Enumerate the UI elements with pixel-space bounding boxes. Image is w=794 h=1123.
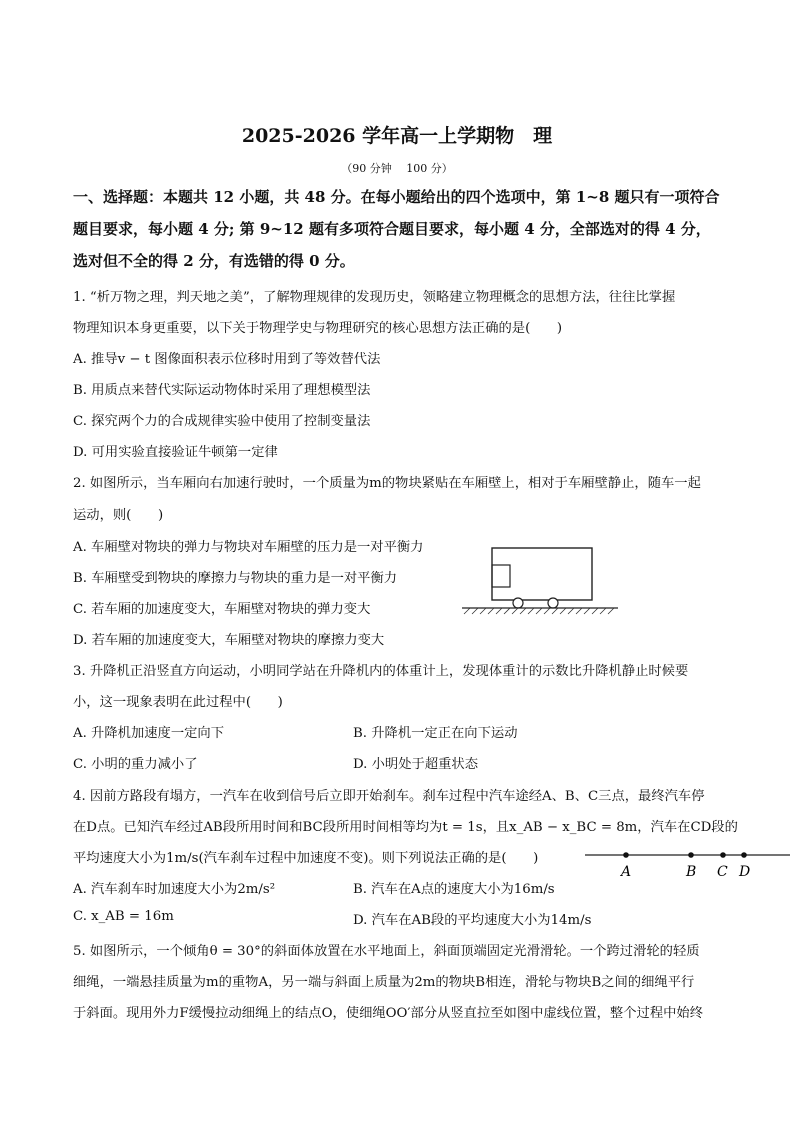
q4-option-b: B. 汽车在A点的速度大小为16m/s <box>353 882 555 897</box>
q1-option-b: B. 用质点来替代实际运动物体时采用了理想模型法 <box>73 383 371 398</box>
block-m <box>492 565 510 587</box>
point-b-dot <box>688 852 694 858</box>
q2-stem-line2: 运动，则( ) <box>73 508 164 523</box>
point-c-label: C <box>717 864 728 880</box>
point-c-dot <box>720 852 726 858</box>
exam-title: 2025-2026 学年高一上学期物 理 <box>241 125 553 147</box>
q3-option-b: B. 升降机一定正在向下运动 <box>353 726 518 741</box>
q1-option-d: D. 可用实验直接验证牛顿第一定律 <box>73 445 278 460</box>
q3-option-a: A. 升降机加速度一定向下 <box>73 726 225 741</box>
point-b-label: B <box>686 864 697 880</box>
q5-stem-line1: 5. 如图所示，一个倾角θ = 30°的斜面体放置在水平地面上，斜面顶端固定光滑滑轮。一个跨过滑轮的轻质 <box>73 944 700 959</box>
q3-stem-line1: 3. 升降机正沿竖直方向运动，小明同学站在升降机内的体重计上，发现体重计的示数比升降机静止时候要 <box>73 664 689 679</box>
q1-stem-line1: 1. “析万物之理，判天地之美”，了解物理规律的发现历史，领略建立物理概念的思想方法，往往比掌握 <box>73 290 676 305</box>
wheel-left <box>513 598 523 608</box>
q2-option-b: B. 车厢壁受到物块的摩擦力与物块的重力是一对平衡力 <box>73 571 398 586</box>
point-d-label: D <box>739 864 751 880</box>
carriage-figure <box>458 540 623 620</box>
q1-stem-line2: 物理知识本身更重要，以下关于物理学史与物理研究的核心思想方法正确的是( ) <box>73 321 563 336</box>
q4-option-d: D. 汽车在AB段的平均速度大小为14m/s <box>353 913 592 928</box>
q5-stem-line3: 于斜面。现用外力F缓慢拉动细绳上的结点O，使细绳OO′部分从竖直拉至如图中虚线位置，整个过程中始终 <box>73 1006 704 1021</box>
ground-hatching <box>464 608 614 614</box>
q1-option-c: C. 探究两个力的合成规律实验中使用了控制变量法 <box>73 414 371 429</box>
q2-option-a: A. 车厢壁对物块的弹力与物块对车厢壁的压力是一对平衡力 <box>73 540 424 555</box>
point-a-label: A <box>621 864 632 880</box>
point-a-dot <box>623 852 629 858</box>
point-d-dot <box>741 852 747 858</box>
q4-stem-line1: 4. 因前方路段有塌方，一汽车在收到信号后立即开始刹车。刹车过程中汽车途经A、B、C三点，最终汽车停 <box>73 789 705 804</box>
q2-option-c: C. 若车厢的加速度变大，车厢壁对物块的弹力变大 <box>73 602 371 617</box>
q4-stem-line2: 在D点。已知汽车经过AB段所用时间和BC段所用时间相等均为t = 1s，且x_AB − x_BC = 8m，汽车在CD段的 <box>73 820 738 835</box>
q4-stem-line3: 平均速度大小为1m/s(汽车刹车过程中加速度不变)。则下列说法正确的是( ) <box>73 851 539 866</box>
q3-option-c: C. 小明的重力减小了 <box>73 757 198 772</box>
wheel-right <box>548 598 558 608</box>
q3-stem-line2: 小，这一现象表明在此过程中( ) <box>73 695 283 710</box>
abcd-line-figure <box>585 845 790 881</box>
q2-stem-line1: 2. 如图所示，当车厢向右加速行驶时，一个质量为m的物块紧贴在车厢壁上，相对于车厢壁静止，随车一起 <box>73 476 701 491</box>
q5-stem-line2: 细绳，一端悬挂质量为m的重物A，另一端与斜面上质量为2m的物块B相连，滑轮与物块B之间的细绳平行 <box>73 975 695 990</box>
q1-option-a: A. 推导v − t 图像面积表示位移时用到了等效替代法 <box>73 352 381 367</box>
q4-option-a: A. 汽车刹车时加速度大小为2m/s² <box>73 882 276 897</box>
section-instructions: 一、选择题：本题共 12 小题，共 48 分。在每小题给出的四个选项中，第 1~8 题只有一项符合题目要求，每小题 4 分; 第 9~12 题有多项符合题目要求，每小题 4 分，全部选对的得 4 分，选对但不全的得 2 分，有选错的得 0 分。 <box>73 188 720 270</box>
q2-option-d: D. 若车厢的加速度变大，车厢壁对物块的摩擦力变大 <box>73 633 385 648</box>
carriage-body <box>492 548 592 600</box>
exam-subtitle: （90 分钟 100 分） <box>341 162 453 175</box>
q4-option-c: C. x_AB = 16m <box>73 909 174 924</box>
q3-option-d: D. 小明处于超重状态 <box>353 757 479 772</box>
